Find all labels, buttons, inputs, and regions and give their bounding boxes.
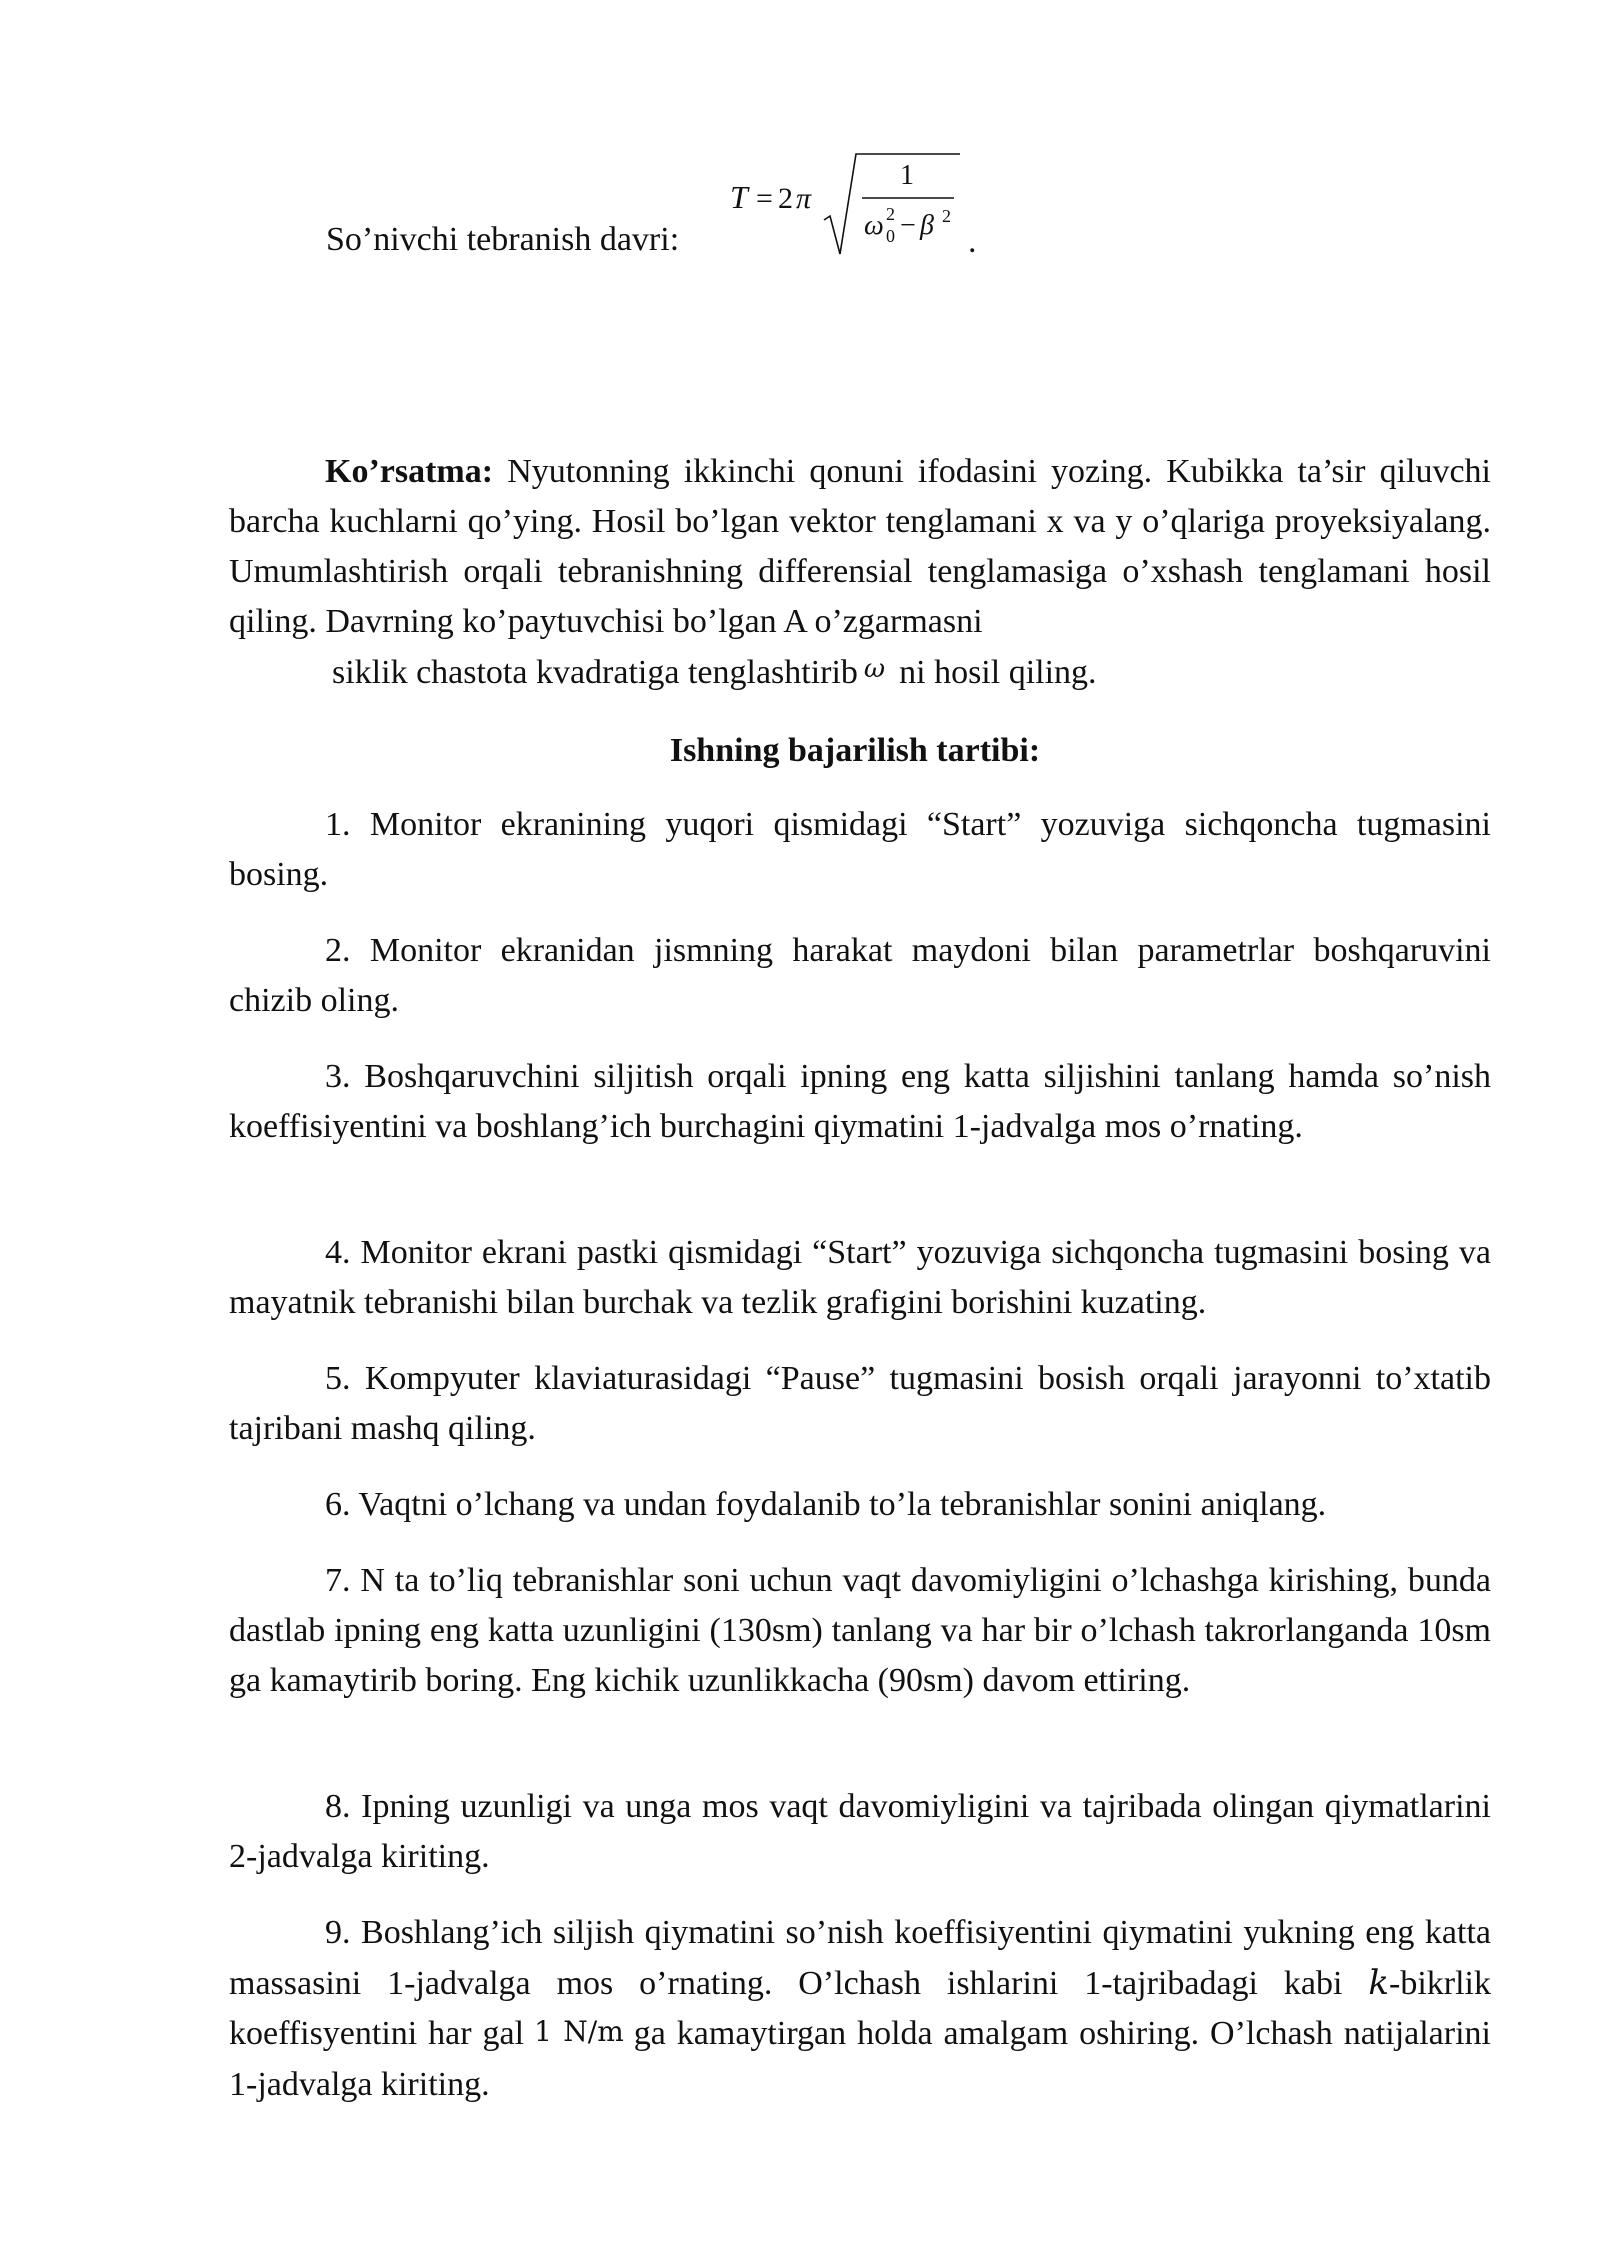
korsatma-last-before: siklik chastota kvadratiga tenglashtirib [332,654,858,691]
formula-numerator: 1 [900,160,914,191]
unit-symbol: 1 N/m [534,2015,624,2048]
formula-omega-sub: 0 [886,226,895,246]
formula-beta: β [920,210,934,241]
omega-symbol: ω [863,654,886,684]
step-9 [229,1908,1491,2110]
step-7 [229,1556,1491,1706]
formula-lhs: T [730,179,748,215]
formula-omega: ω [864,210,884,241]
step-5-text: 5. Kompyuter klaviaturasidagi “Pause” tugmasini bosish orqali jarayonni to’xtatib tajribani mashq qiling. [229,1360,1491,1447]
formula-omega-sup: 2 [886,204,895,224]
korsatma-text: Nyutonning ikkinchi qonuni ifodasini yozing. Kubikka ta’sir qiluvchi barcha kuchlarni qo’ying. Hosil bo’lgan vektor tenglamani x va y o’qlariga proyeksiyalang. Umumlashtirish orqali tebranishning differensial tenglamasiga o’xshash tenglamani hosil qiling. Davrning ko’paytuvchisi bo’lgan A o’zgarmasni [229,453,1491,640]
step-2-text: 2. Monitor ekranidan jismning harakat maydoni bilan parametrlar boshqaruvini chizib oling. [229,932,1491,1019]
step-8 [229,1782,1491,1882]
formula-pi: π [796,182,812,215]
korsatma-last-line [332,650,1097,698]
step-3 [229,1052,1491,1152]
korsatma-paragraph [229,447,1491,647]
step-7-text: 7. N ta to’liq tebranishlar soni uchun vaqt davomiyligini o’lchashga kirishing, bunda dastlab ipning eng katta uzunligini (130sm) tanlang va har bir o’lchash takrorlanganda 10sm ga kamaytirib boring. Eng kichik uzunlikkacha (90sm) davom ettiring. [229,1562,1491,1699]
step-8-text: 8. Ipning uzunligi va unga mos vaqt davomiyligini va tajribada olingan qiymatlarini 2-jadvalga kiriting. [229,1788,1491,1875]
formula-coef: 2 [778,182,793,215]
step-6 [229,1480,1491,1530]
step-2 [229,926,1491,1026]
step-9-part2: -bikrlik koeffisyentini har gal [229,1965,1491,2052]
step-4-text: 4. Monitor ekrani pastki qismidagi “Start” yozuviga sichqoncha tugmasini bosing va mayatnik tebranishi bilan burchak va tezlik grafigini borishini kuzating. [229,1234,1491,1321]
step-6-text: 6. Vaqtni o’lchang va undan foydalanib to’la tebranishlar sonini aniqlang. [325,1486,1327,1523]
step-1 [229,800,1491,900]
formula-period-dot: . [968,223,977,260]
step-4 [229,1228,1491,1328]
step-3-text: 3. Boshqaruvchini siljitish orqali ipning eng katta siljishini tanlang hamda so’nish koeffisiyentini va boshlang’ich burchagini qiymatini 1-jadvalga mos o’rnating. [229,1058,1491,1145]
step-1-text: 1. Monitor ekranining yuqori qismidagi “Start” yozuviga sichqoncha tugmasini bosing. [229,806,1491,893]
formula-label: So’nivchi tebranish davri: [326,221,680,258]
formula-eq: = [756,182,773,215]
section-title: Ishning bajarilish tartibi: [669,732,1041,769]
step-9-part3: ga kamaytirgan holda amalgam oshiring. O’lchash natijalarini 1-jadvalga kiriting. [229,2015,1491,2103]
k-symbol: k [1368,1963,1390,2003]
korsatma-last-after: ni hosil qiling. [899,654,1097,691]
formula-minus: − [900,210,916,241]
step-5 [229,1354,1491,1454]
formula-beta-sup: 2 [942,206,951,226]
korsatma-heading: Ko’rsatma: [325,453,494,490]
step-9-part1: 9. Boshlang’ich siljish qiymatini so’nish koeffisiyentini qiymatini yukning eng katta massasini 1-jadvalga mos o’rnating. O’lchash ishlarini 1-tajribadagi kabi [229,1914,1491,2002]
